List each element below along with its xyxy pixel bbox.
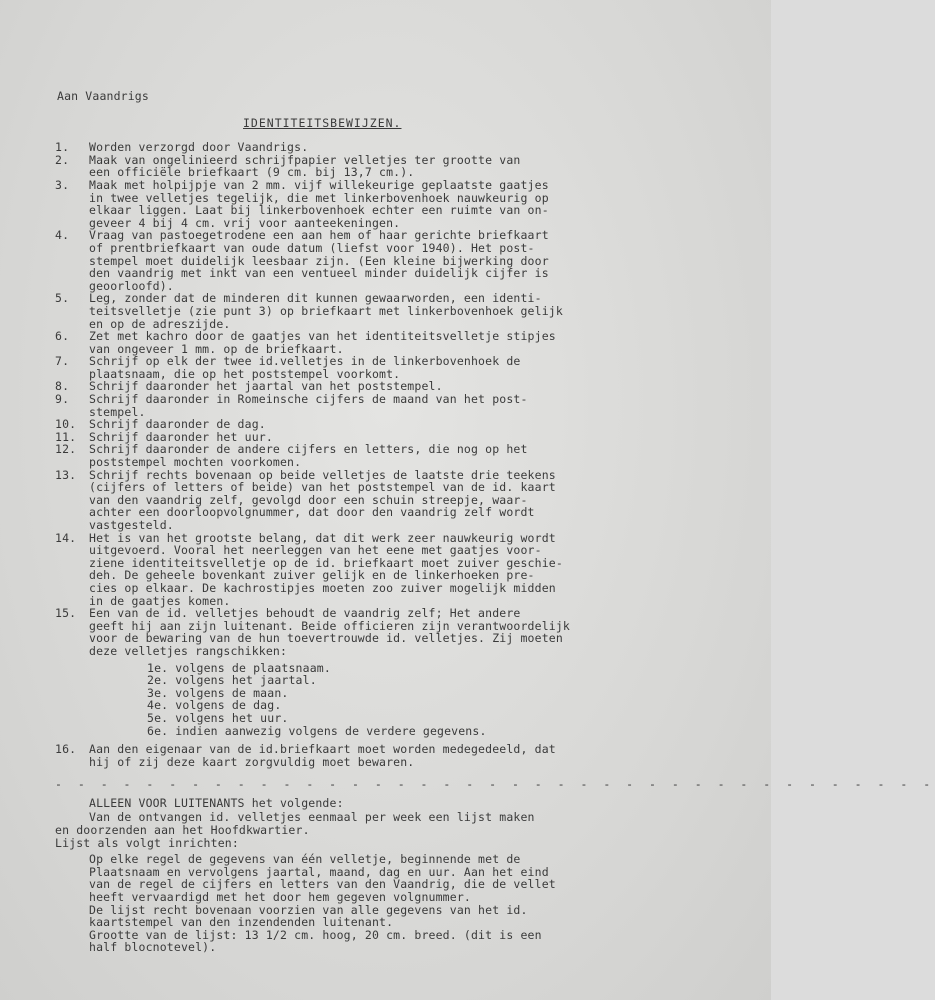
item-number: 1. [55,140,70,155]
ordering-sublist [147,662,731,738]
item-text: Het is van het grootste belang, dat dit werk zeer nauwkeurig wordt uitgevoerd. Vooral het neerleggen van het eene met gaatjes voor- ziene identiteitsvelletje op de id. briefkaart moet zuiver geschie- deh. De geheele bovenkant zuiver gelijk en de linkerhoeken pre- cies op elkaar. De kachrostipjes moeten zoo zuiver mogelijk midden in de gaatjes komen. [89,530,563,608]
item-number: 11. [55,429,77,444]
item-number: 12. [55,442,77,457]
list-item [55,330,731,355]
item-number: 15. [55,606,77,621]
list-item [55,607,731,657]
item-number: 8. [55,379,70,394]
list-item [55,154,731,179]
list-item [55,532,731,608]
item-text: Zet met kachro door de gaatjes van het identiteitsvelletje stipjes van ongeveer 1 mm. op de briefkaart. [89,329,556,356]
item-number: 5. [55,291,70,306]
item-number: 2. [55,152,70,167]
list-item [55,141,731,154]
luitenants-intro-continued: en doorzenden aan het Hoofdkwartier. Lijst als volgt inrichten: [55,823,310,850]
sublist-item: 5e. volgens het uur. [147,710,289,725]
list-item [55,393,731,418]
item-text: Aan den eigenaar van de id.briefkaart moet worden medegedeeld, dat hij of zij deze kaart zorgvuldig moet bewaren. [89,742,556,769]
sublist-item: 4e. volgens de dag. [147,698,282,713]
item-text: Worden verzorgd door Vaandrigs. [89,140,309,155]
item-number: 9. [55,392,70,407]
instruction-list [55,141,731,657]
list-item [55,469,731,532]
separator-line: - - - - - - - - - - - - - - - - - - - - - - - - - - - - - - - - - - - - - - - [55,777,935,792]
item-number: 3. [55,177,70,192]
list-item [55,179,731,229]
list-item [55,292,731,330]
item-text: Schrijf daaronder het uur. [89,429,273,444]
item-text: Maak van ongelinieerd schrijfpapier velletjes ter grootte van een officiële briefkaart (9 cm. bij 13,7 cm.). [89,152,521,180]
item-text: Leg, zonder dat de minderen dit kunnen gewaarworden, een identi- teitsvelletje (zie punt 3) op briefkaart met linkerbovenhoek gelijk en op de adreszijde. [89,291,563,331]
luitenants-heading: ALLEEN VOOR LUITENANTS het volgende: [89,795,344,810]
item-text: Schrijf daaronder in Romeinsche cijfers de maand van het post- stempel. [89,392,528,419]
luitenants-intro: Van de ontvangen id. velletjes eenmaal per week een lijst maken [89,810,535,825]
item-text: Schrijf op elk der twee id.velletjes in de linkerbovenhoek de plaatsnaam, die op het poststempel voorkomt. [89,354,521,381]
instruction-list-end [55,743,731,768]
item-text: Schrijf daaronder de andere cijfers en letters, die nog op het poststempel mochten voorkomen. [89,442,528,470]
list-item [55,229,731,292]
list-item [55,443,731,468]
item-text: Vraag van pastoegetrodene een aan hem of haar gerichte briefkaart of prentbriefkaart van oude datum (liefst voor 1940). Het post- stempel moet duidelijk leesbaar zijn. (Een kleine bijwerking door den vaandrig met inkt van een ventueel minder duidelijk cijfer is geoorloofd). [89,228,549,293]
list-item [55,355,731,380]
list-item [55,743,731,768]
sublist-item: 6e. indien aanwezig volgens de verdere gegevens. [147,723,487,738]
list-instructions-box: Op elke regel de gegevens van één velletje, beginnende met de Plaatsnaam en vervolgens jaartal, maand, dag en uur. Aan het eind van de regel de cijfers en letters van den Vaandrig, die de vellet heeft vervaardigd met het door hem gegeven volgnummer. De lijst recht bovenaan voorzien van alle gegevens van het id. kaartstempel van den inzendenden luitenant. Grootte van de lijst: 13 1/2 cm. hoog, 20 cm. breed. (dit is een half blocnotevel). [89,852,556,955]
item-number: 10. [55,417,77,432]
item-number: 6. [55,329,70,344]
sublist-item: 3e. volgens de maan. [147,685,289,700]
item-number: 16. [55,742,77,757]
item-text: Schrijf daaronder de dag. [89,417,266,432]
item-text: Maak met holpijpje van 2 mm. vijf willekeurige geplaatste gaatjes in twee velletjes tegelijk, die met linkerbovenhoek nauwkeurig op elkaar liggen. Laat bij linkerbovenhoek echter een ruimte van on- geveer 4 bij 4 cm. vrij voor aanteekeningen. [89,177,549,230]
sublist-item: 1e. volgens de plaatsnaam. [147,660,331,675]
sublist-item: 2e. volgens het jaartal. [147,673,317,688]
addressee: Aan Vaandrigs [57,89,149,103]
item-text: Een van de id. velletjes behoudt de vaandrig zelf; Het andere geeft hij aan zijn luitenant. Beide officieren zijn verantwoordelijk voor de bewaring van de hun toevertrouwde id. velletjes. Zij moeten deze velletjes rangschikken: [89,606,571,658]
item-text: Schrijf daaronder het jaartal van het poststempel. [89,379,443,394]
item-number: 4. [55,228,70,243]
list-item [55,418,731,431]
item-number: 7. [55,354,70,369]
document-title: IDENTITEITSBEWIJZEN. [243,115,402,130]
item-text: Schrijf rechts bovenaan op beide velletjes de laatste drie teekens (cijfers of letters of beide) van het poststempel van de id. kaart van den vaandrig zelf, gevolgd door een schuin streepje, waar- achter een doorloopvolgnummer, dat door den vaandrig zelf wordt vastgesteld. [89,467,556,532]
item-number: 14. [55,530,77,545]
item-number: 13. [55,467,77,482]
